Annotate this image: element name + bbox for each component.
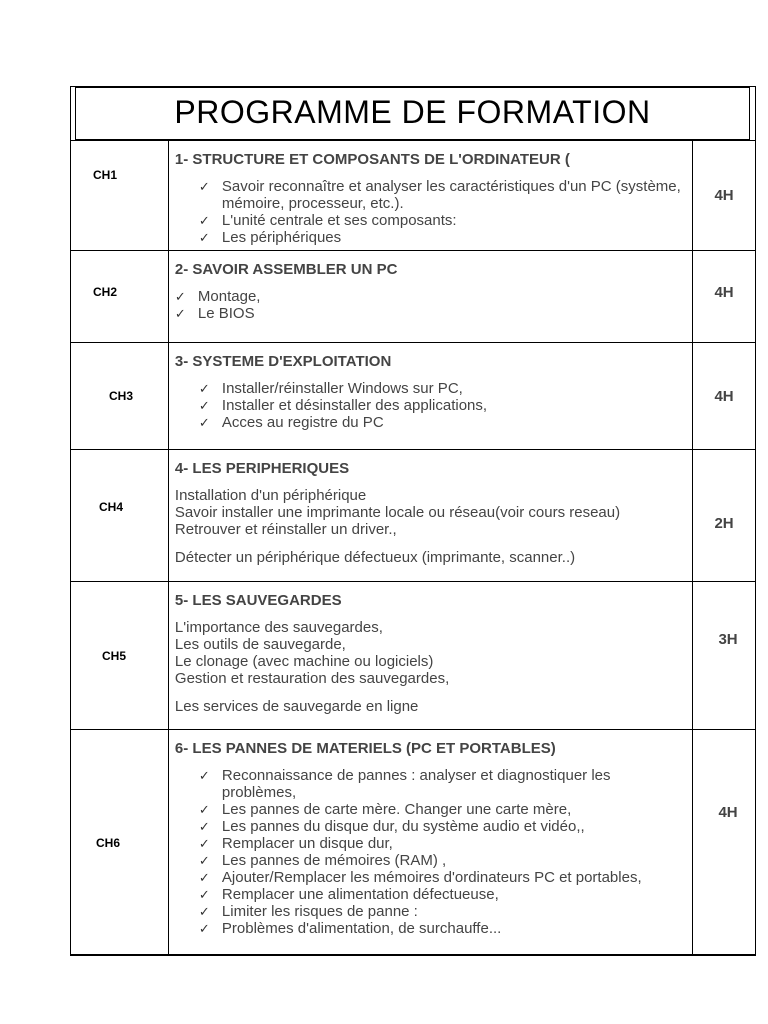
chapter-label: CH5 bbox=[102, 648, 127, 663]
bullet-list bbox=[175, 288, 686, 322]
content-cell bbox=[168, 730, 692, 956]
check-icon: ✓ bbox=[198, 213, 210, 228]
check-icon: ✓ bbox=[198, 381, 210, 396]
chapter-label: CH4 bbox=[99, 499, 124, 514]
hours-value: 4H bbox=[714, 187, 734, 204]
list-item: ✓ L'unité centrale et ses composants: bbox=[198, 212, 457, 229]
text-line: L'importance des sauvegardes, bbox=[174, 619, 383, 636]
check-icon: ✓ bbox=[198, 870, 210, 885]
chapter-label: CH6 bbox=[96, 835, 121, 850]
table-row-ch3 bbox=[71, 343, 756, 450]
programme-table bbox=[70, 140, 756, 956]
list-item: ✓ Installer/réinstaller Windows sur PC, bbox=[198, 380, 463, 397]
chapter-label: CH2 bbox=[93, 284, 118, 299]
list-item: ✓ Installer et désinstaller des applications, bbox=[198, 397, 488, 414]
hours-value: 4H bbox=[714, 387, 734, 405]
text-line: Retrouver et réinstaller un driver., bbox=[174, 521, 397, 538]
section-title: 1- STRUCTURE ET COMPOSANTS DE L'ORDINATEUR ( bbox=[174, 151, 570, 168]
check-icon: ✓ bbox=[198, 836, 210, 851]
check-icon: ✓ bbox=[198, 904, 210, 919]
check-icon: ✓ bbox=[198, 819, 210, 834]
table-row-ch5 bbox=[71, 582, 756, 730]
check-icon: ✓ bbox=[198, 802, 210, 817]
check-icon: ✓ bbox=[174, 306, 186, 321]
list-item: ✓ Les pannes de mémoires (RAM) , bbox=[198, 852, 447, 869]
check-icon: ✓ bbox=[198, 415, 210, 430]
hours-cell bbox=[693, 730, 756, 956]
list-item: ✓ Les pannes de carte mère. Changer une carte mère, bbox=[198, 801, 572, 818]
text-line: Détecter un périphérique défectueux (imprimante, scanner..) bbox=[174, 549, 576, 566]
list-item: ✓ Remplacer un disque dur, bbox=[198, 835, 393, 852]
list-item: ✓ Le BIOS bbox=[174, 305, 255, 322]
content-cell bbox=[168, 343, 692, 450]
list-item: ✓ Problèmes d'alimentation, de surchauffe... bbox=[198, 920, 502, 937]
page-title: PROGRAMME DE FORMATION bbox=[174, 94, 651, 130]
hours-value: 4H bbox=[714, 284, 734, 301]
check-icon: ✓ bbox=[198, 921, 210, 936]
hours-value: 3H bbox=[718, 631, 738, 648]
list-item: ✓ Acces au registre du PC bbox=[198, 414, 384, 431]
table-row-ch2 bbox=[71, 251, 756, 343]
hours-value: 2H bbox=[714, 515, 734, 532]
section-title: 4- LES PERIPHERIQUES bbox=[174, 460, 350, 477]
text-line: Les outils de sauvegarde, bbox=[174, 636, 346, 653]
hours-value: 4H bbox=[718, 804, 738, 821]
list-item: ✓ Les périphériques bbox=[198, 229, 342, 246]
content-cell bbox=[168, 141, 692, 251]
section-title: 3- SYSTEME D'EXPLOITATION bbox=[174, 353, 392, 370]
check-icon: ✓ bbox=[198, 398, 210, 413]
text-line: Le clonage (avec machine ou logiciels) bbox=[174, 653, 434, 670]
check-icon: ✓ bbox=[198, 853, 210, 868]
hours-cell bbox=[693, 450, 756, 582]
text-line: Savoir installer une imprimante locale ou réseau(voir cours reseau) bbox=[174, 504, 621, 521]
list-item: ✓ Reconnaissance de pannes : analyser et diagnostiquer les problèmes, bbox=[198, 767, 611, 801]
bullet-list bbox=[175, 767, 686, 937]
check-icon: ✓ bbox=[174, 289, 186, 304]
chapter-label: CH3 bbox=[109, 389, 134, 403]
hours-cell bbox=[693, 343, 756, 450]
section-title: 6- LES PANNES DE MATERIELS (PC ET PORTABLES) bbox=[174, 740, 556, 757]
hours-cell bbox=[693, 582, 756, 730]
title-box bbox=[75, 87, 750, 140]
check-icon: ✓ bbox=[198, 179, 210, 194]
content-cell bbox=[168, 450, 692, 582]
hours-cell bbox=[693, 141, 756, 251]
section-title: 5- LES SAUVEGARDES bbox=[174, 592, 342, 609]
text-line: Les services de sauvegarde en ligne bbox=[174, 698, 419, 715]
list-item: ✓ Ajouter/Remplacer les mémoires d'ordinateurs PC et portables, bbox=[198, 869, 642, 886]
list-item: ✓ Limiter les risques de panne : bbox=[198, 903, 418, 920]
text-line: Installation d'un périphérique bbox=[174, 487, 367, 504]
list-item: ✓ Remplacer une alimentation défectueuse, bbox=[198, 886, 499, 903]
section-title: 2- SAVOIR ASSEMBLER UN PC bbox=[174, 261, 398, 278]
list-item: ✓ Montage, bbox=[174, 288, 261, 305]
list-item: ✓ Les pannes du disque dur, du système audio et vidéo,, bbox=[198, 818, 585, 835]
check-icon: ✓ bbox=[198, 230, 210, 245]
text-line: Gestion et restauration des sauvegardes, bbox=[174, 670, 450, 687]
table-row-ch6 bbox=[71, 730, 756, 956]
chapter-cell bbox=[71, 450, 169, 582]
list-item: ✓ Savoir reconnaître et analyser les caractéristiques d'un PC (système, mémoire, processeur, etc.). bbox=[198, 178, 681, 212]
chapter-label: CH1 bbox=[93, 167, 118, 182]
check-icon: ✓ bbox=[198, 887, 210, 902]
chapter-cell bbox=[71, 141, 169, 251]
table-row-ch1 bbox=[71, 141, 756, 251]
chapter-cell bbox=[71, 251, 169, 343]
chapter-cell bbox=[71, 730, 169, 956]
chapter-cell bbox=[71, 582, 169, 730]
chapter-cell bbox=[71, 343, 169, 450]
content-cell bbox=[168, 582, 692, 730]
bullet-list bbox=[175, 178, 686, 246]
hours-cell bbox=[693, 251, 756, 343]
check-icon: ✓ bbox=[198, 768, 210, 783]
table-row-ch4 bbox=[71, 450, 756, 582]
content-cell bbox=[168, 251, 692, 343]
bullet-list bbox=[175, 380, 686, 431]
